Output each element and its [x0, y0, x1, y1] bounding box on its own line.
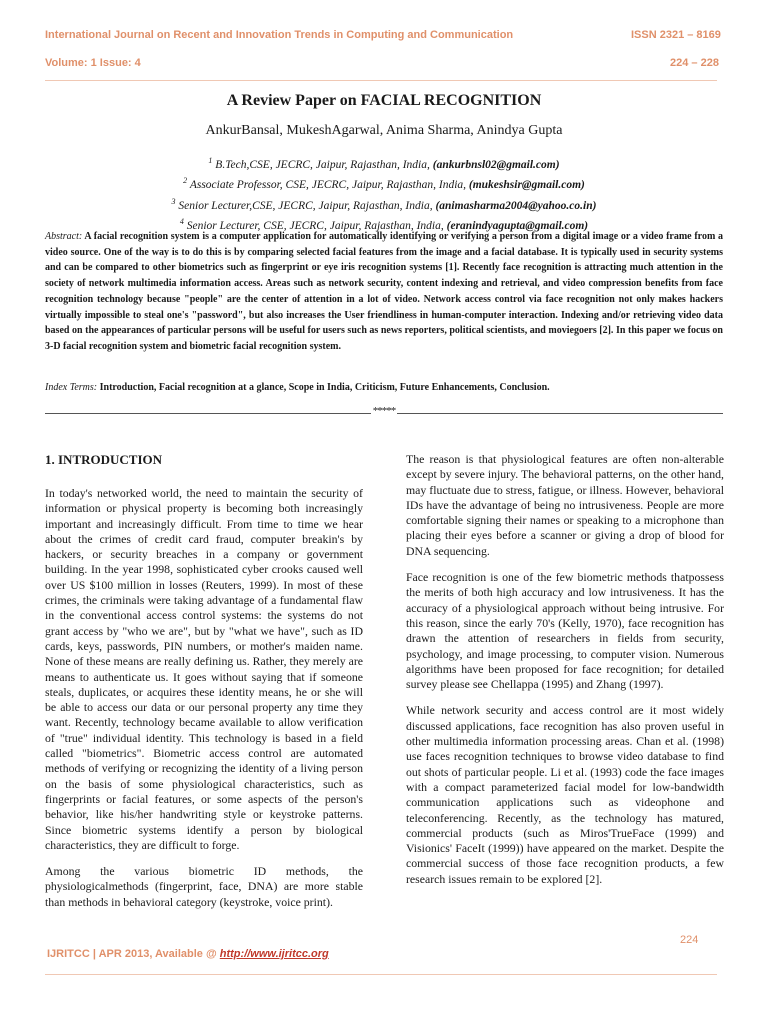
- separator-line: [397, 413, 723, 414]
- index-terms-text: Introduction, Facial recognition at a glance, Scope in India, Criticism, Future Enhancements, Conclusion.: [99, 382, 550, 393]
- abstract-text: A facial recognition system is a computer application for automatically identifying or verifying a person from a digital image or a video frame from a video source. One of the way is to do this is by comparing selected facial features from the image and a facial database. It is typically used in security systems and can be compared to other biometrics such as fingerprint or eye iris recognition systems [1]. Recently face recognition is attracting much attention in the society of network multimedia information access. Areas such as network security, content indexing and retrieval, and video compression benefits from face recognition technology because "people" are the center of attention in a lot of video. Network access control via face recognition not only makes hackers virtually impossible to steal one's "password", but also increases the User friendliness in human-computer interaction. Indexing and/or retrieving video data based on the appearances of particular persons will be useful for users such as news reporters, political scientists, and moviegoers [2]. In this paper we focus on 3-D facial recognition system and biometric facial recognition system.: [45, 231, 723, 352]
- author-list: AnkurBansal, MukeshAgarwal, Anima Sharma, Anindya Gupta: [205, 123, 563, 138]
- affiliation-2: $^2$ Associate Professor, CSE, JECRC, Jaipur, Rajasthan, India, (mukeshsir@gmail.com): [183, 176, 585, 192]
- paragraph: Among the various biometric ID methods, the physiologicalmethods (fingerprint, face, DNA) are more stable than methods in behavioral category (keystroke, voice print).: [45, 864, 363, 909]
- affiliations: [0, 153, 768, 234]
- paragraph: Face recognition is one of the few biometric methods thatpossess the merits of both high accuracy and low intrusiveness. It has the accuracy of a physiological approach without being intrusive. For this reason, since the early 70's (Kelly, 1970), face recognition has drawn the attention of researchers in fields from security, psychology, and image processing, to computer vision. Numerous algorithms have been proposed for face recognition; for detailed survey please see Chellappa (1995) and Zhang (1997).: [406, 570, 724, 692]
- page-number: 224: [680, 934, 699, 946]
- footer-text: IJRITCC | APR 2013, Available @: [47, 948, 220, 960]
- paragraph: While network security and access control are it most widely discussed applications, face recognition has also proven useful in other multimedia information processing areas. Chan et al. (1998) use faces recognition techniques to browse video database to find out shots of particular people. Li et al. (1993) code the face images with a compact parameterized facial model for low-bandwidth communication applications such as videophone and teleconferencing. Recently, as the technology has matured, commercial products (such as Miros'TrueFace (1999) and Visionics' FaceIt (1999)) have appeared on the market. Despite the commercial success of those face recognition products, a few research issues remain to be explored [2].: [406, 703, 724, 886]
- author-email[interactable]: (ankurbnsl02@gmail.com): [432, 158, 560, 171]
- index-terms-label: Index Terms:: [45, 382, 98, 393]
- author-email[interactable]: (animasharma2004@yahoo.co.in): [435, 199, 597, 212]
- paper-title: A Review Paper on FACIAL RECOGNITION: [226, 92, 542, 109]
- footer: [47, 948, 329, 960]
- affiliation-3: $^3$ Senior Lecturer,CSE, JECRC, Jaipur, Rajasthan, India, (animasharma2004@yahoo.co.in): [171, 196, 597, 212]
- journal-name: International Journal on Recent and Innovation Trends in Computing and Communication: [45, 29, 514, 41]
- right-column: [406, 452, 724, 898]
- affiliation-1: $^1$ B.Tech,CSE, JECRC, Jaipur, Rajasthan, India, (ankurbnsl02@gmail.com): [208, 156, 560, 171]
- abstract: [45, 229, 723, 355]
- section-separator: [45, 405, 723, 417]
- left-column: [45, 486, 363, 921]
- separator-mark: *****: [372, 405, 396, 417]
- issn: ISSN 2321 – 8169: [631, 29, 721, 41]
- affiliation-4: $^4$ Senior Lecturer, CSE, JECRC, Jaipur, Rajasthan, India, (eranindyagupta@gmail.com): [179, 216, 589, 232]
- header-rule: [45, 80, 717, 81]
- journal-link[interactable]: http://www.ijritcc.org: [219, 948, 329, 960]
- page-range: 224 – 228: [670, 57, 719, 69]
- index-terms: [45, 382, 723, 393]
- volume-issue: Volume: 1 Issue: 4: [45, 57, 141, 69]
- paragraph: In today's networked world, the need to maintain the security of information or physical property is becoming both increasingly important and increasingly difficult. From time to time we hear about the crimes of credit card fraud, computer breakin's by hackers, or security breaches in a company or government building. In the year 1998, sophisticated cyber crooks caused well over US $100 million in losses (Reuters, 1999). In most of these crimes, the criminals were taking advantage of a fundamental flaw in the conventional access control systems: the systems do not grant access by "who we are", but by "what we have", such as ID cards, keys, passwords, PIN numbers, or mother's maiden name. None of these means are really defining us. Rather, they merely are means to authenticate us. It goes without saying that if someone steals, duplicates, or acquires these identity means, he or she will be able to access our data or our personal property any time they want. Recently, technology became available to allow verification of "true" individual identity. This technology is based in a field called "biometrics". Biometric access control are automated methods of verifying or recognizing the identity of a living person on the basis of some physiological characteristics, such as fingerprints or facial features, or some aspects of the person's behavior, like his/her handwriting style or keystroke patterns. Since biometric systems identify a person by biological characteristics, they are difficult to forge.: [45, 486, 363, 852]
- separator-line: [45, 413, 371, 414]
- section-heading: 1. INTRODUCTION: [45, 452, 163, 467]
- author-email[interactable]: (mukeshsir@gmail.com): [468, 179, 585, 192]
- abstract-label: Abstract:: [45, 231, 83, 242]
- paragraph: The reason is that physiological features are often non-alterable except by severe injury. The behavioral patterns, on the other hand, may fluctuate due to stress, fatigue, or illness. However, behavioral IDs have the advantage of being no intrusiveness. People are more comfortable signing their names or speaking to a microphone than placing their eyes before a scanner or giving a drop of blood for DNA sequencing.: [406, 452, 724, 558]
- footer-rule: [45, 974, 717, 975]
- author-email[interactable]: (eranindyagupta@gmail.com): [446, 219, 589, 232]
